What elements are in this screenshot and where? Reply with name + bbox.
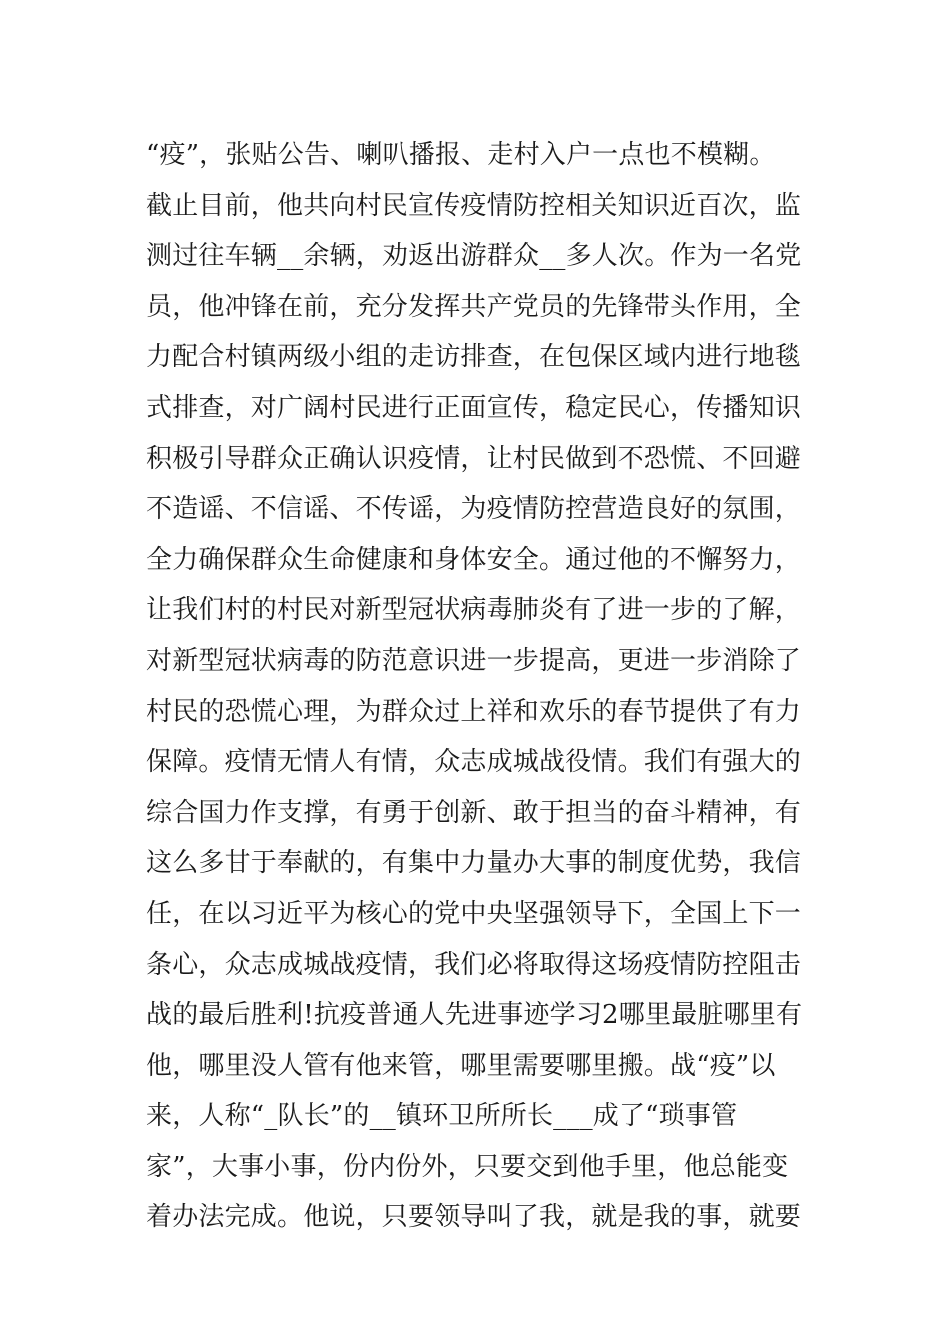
text-line: 他，哪里没人管有他来管，哪里需要哪里搬。战“疫”以 [146,1050,776,1081]
text-line: 力配合村镇两级小组的走访排查，在包保区域内进行地毯 [146,342,802,373]
text-line: 着办法完成。他说，只要领导叫了我，就是我的事，就要 [146,1202,802,1233]
text-line: 综合国力作支撑，有勇于创新、敢于担当的奋斗精神，有 [146,797,802,828]
text-line: 保障。疫情无情人有情，众志成城战役情。我们有强大的 [146,747,802,778]
body-text [146,130,816,1243]
text-line: 测过往车辆__余辆，劝返出游群众__多人次。作为一名党 [146,241,802,272]
text-line: 战的最后胜利!抗疫普通人先进事迹学习2哪里最脏哪里有 [146,1000,803,1031]
text-line: 来，人称“_队长”的__镇环卫所所长___成了“琐事管 [146,1101,738,1132]
text-line: “疫”，张贴公告、喇叭播报、走村入户一点也不模糊。 [146,140,776,170]
text-line: 全力确保群众生命健康和身体安全。通过他的不懈努力， [146,544,802,575]
text-line: 条心，众志成城战疫情，我们必将取得这场疫情防控阻击 [146,949,802,980]
text-line: 这么多甘于奉献的，有集中力量办大事的制度优势，我信 [146,848,802,879]
text-line: 对新型冠状病毒的防范意识进一步提高，更进一步消除了 [146,645,802,676]
text-line: 积极引导群众正确认识疫情，让村民做到不恐慌、不回避 [146,443,802,474]
text-line: 截止目前，他共向村民宣传疫情防控相关知识近百次，监 [146,190,802,221]
text-line: 不造谣、不信谣、不传谣，为疫情防控营造良好的氛围， [146,494,802,525]
text-line: 员，他冲锋在前，充分发挥共产党员的先锋带头作用，全 [146,291,802,322]
text-line: 任，在以习近平为核心的党中央坚强领导下，全国上下一 [146,898,802,929]
text-line: 村民的恐慌心理，为群众过上祥和欢乐的春节提供了有力 [146,696,802,727]
text-line: 家”，大事小事，份内份外，只要交到他手里，他总能变 [146,1151,789,1182]
text-line: 让我们村的村民对新型冠状病毒肺炎有了进一步的了解， [146,595,802,626]
text-line: 式排查，对广阔村民进行正面宣传，稳定民心，传播知识 [146,392,802,423]
